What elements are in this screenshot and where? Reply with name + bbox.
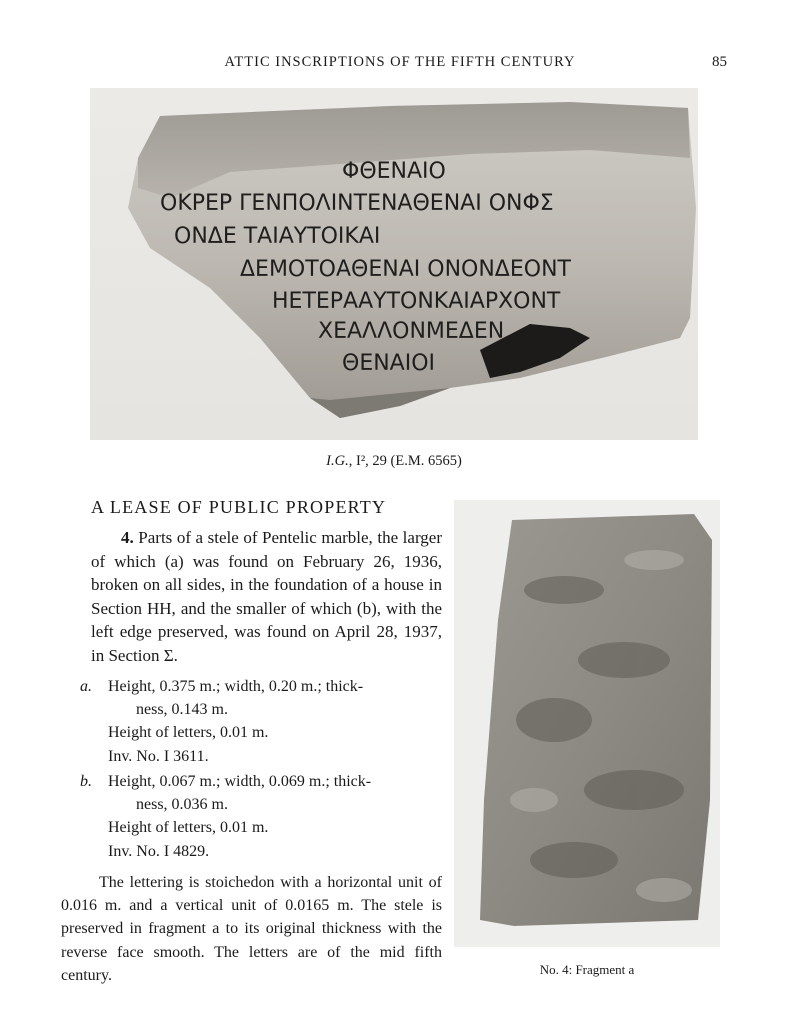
running-head: ATTIC INSCRIPTIONS OF THE FIFTH CENTURY xyxy=(224,54,576,70)
inscription-line: ΔΕΜΟΤΟΑΘΕΝΑΙ ΟΝΟΝΔΕΟΝΤ xyxy=(240,257,571,282)
inscription-line: ΘΕΝΑΙΟΙ xyxy=(342,351,436,376)
inscription-line: ΦΘΕΝΑΙΟ xyxy=(342,159,446,184)
measurements-b: b. Height, 0.067 m.; width, 0.069 m.; thick- ness, 0.036 m. Height of letters, 0.01 m. Inv. No. I 4829. xyxy=(78,770,438,863)
inscription-line: ΧΕΑΛΛΟΝΜΕΔΕΝ xyxy=(318,319,505,344)
inscription-line: ΟΚΡΕΡ ΓΕΝΠΟΛΙΝΤΕΝΑΘΕΝΑΙ ΟΝΦΣ xyxy=(160,191,554,216)
measurement-label: a. xyxy=(80,678,92,695)
page-number: 85 xyxy=(712,54,727,70)
inscription-photo xyxy=(90,88,698,440)
measurement-label: b. xyxy=(80,773,92,790)
fragment-a-photo xyxy=(454,500,720,947)
measurements-a: a. Height, 0.375 m.; width, 0.20 m.; thick- ness, 0.143 m. Height of letters, 0.01 m. Inv. No. I 3611. xyxy=(78,675,438,768)
entry-number: 4. xyxy=(121,528,134,547)
right-figure-caption: No. 4: Fragment a xyxy=(539,962,635,977)
lettering-paragraph: The lettering is stoichedon with a horizontal unit of 0.016 m. and a vertical unit of 0.0165 m. The stele is preserved in fragment a to its original thickness with the reverse face smooth. The letters are of the mid fifth century. xyxy=(61,874,442,984)
top-figure-caption: I.G., I², 29 (E.M. 6565) xyxy=(326,453,462,469)
entry-text: Parts of a stele of Pentelic marble, the larger of which (a) was found on February 26, 1936, broken on all sides, in the foundation of a house in Section HH, and the smaller of which (b), with the left edge preserved, was found on April 28, 1937, in Section Σ. xyxy=(91,528,442,665)
section-heading: A LEASE OF PUBLIC PROPERTY xyxy=(91,497,387,517)
inscription-line: ΗΕΤΕΡΑΑΥΤΟΝΚΑΙΑΡΧΟΝΤ xyxy=(272,289,561,314)
fragment-a-drawing xyxy=(454,500,720,947)
inscription-line: ΟΝΔΕ ΤΑΙΑΥΤΟΙΚΑΙ xyxy=(174,224,381,249)
entry-description xyxy=(91,526,442,668)
inscription-photo-drawing xyxy=(90,88,698,440)
